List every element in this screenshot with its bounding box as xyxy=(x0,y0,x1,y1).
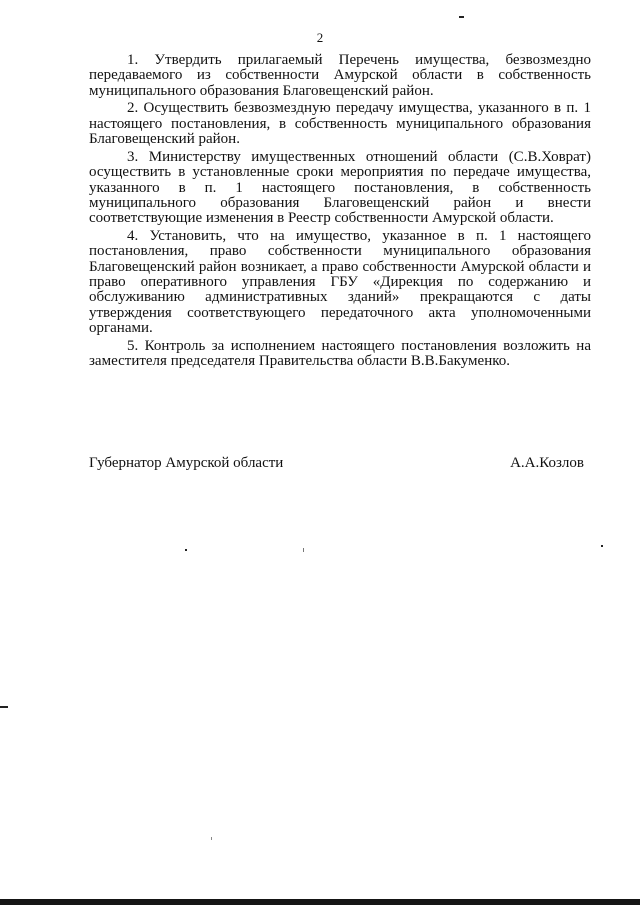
scan-speck xyxy=(601,545,603,547)
scan-bottom-edge xyxy=(0,899,640,905)
page-number: 2 xyxy=(316,30,324,45)
paragraph-5: 5. Контроль за исполнением настоящего постановления возложить на заместителя председателя Правительства области В.В.Бакуменко. xyxy=(89,337,591,370)
scan-speck xyxy=(185,549,187,551)
scan-speck xyxy=(303,548,304,552)
signature-block xyxy=(89,455,584,472)
scan-edge-mark xyxy=(0,706,8,708)
scan-speck xyxy=(211,837,212,840)
paragraph-4: 4. Установить, что на имущество, указанное в п. 1 настоящего постановления, право собственности муниципального образования Благовещенский район возникает, а право собственности Амурской области и право оперативного управления ГБУ «Дирекция по содержанию и обслуживанию административных зданий» прекращаются с даты утверждения соответствующего передаточного акта уполномоченными органами. xyxy=(89,228,591,336)
signatory-position: Губернатор Амурской области xyxy=(89,455,284,471)
paragraph-1: 1. Утвердить прилагаемый Перечень имущества, безвозмездно передаваемого из собственности Амурской области в собственность муниципального образования Благовещенский район. xyxy=(89,52,591,99)
document-body xyxy=(89,53,591,372)
scan-speck xyxy=(459,16,464,18)
paragraph-2: 2. Осуществить безвозмездную передачу имущества, указанного в п. 1 настоящего постановления, в собственность муниципального образования Благовещенский район. xyxy=(89,100,591,148)
signatory-name: А.А.Козлов xyxy=(510,455,584,471)
paragraph-3: 3. Министерству имущественных отношений области (С.В.Ховрат) осуществить в установленные сроки мероприятия по передаче имущества, указанного в п. 1 настоящего постановления, в собственность муниципального образования Благовещенский район и внести соответствующие изменения в Реестр собственности Амурской области. xyxy=(89,148,591,227)
